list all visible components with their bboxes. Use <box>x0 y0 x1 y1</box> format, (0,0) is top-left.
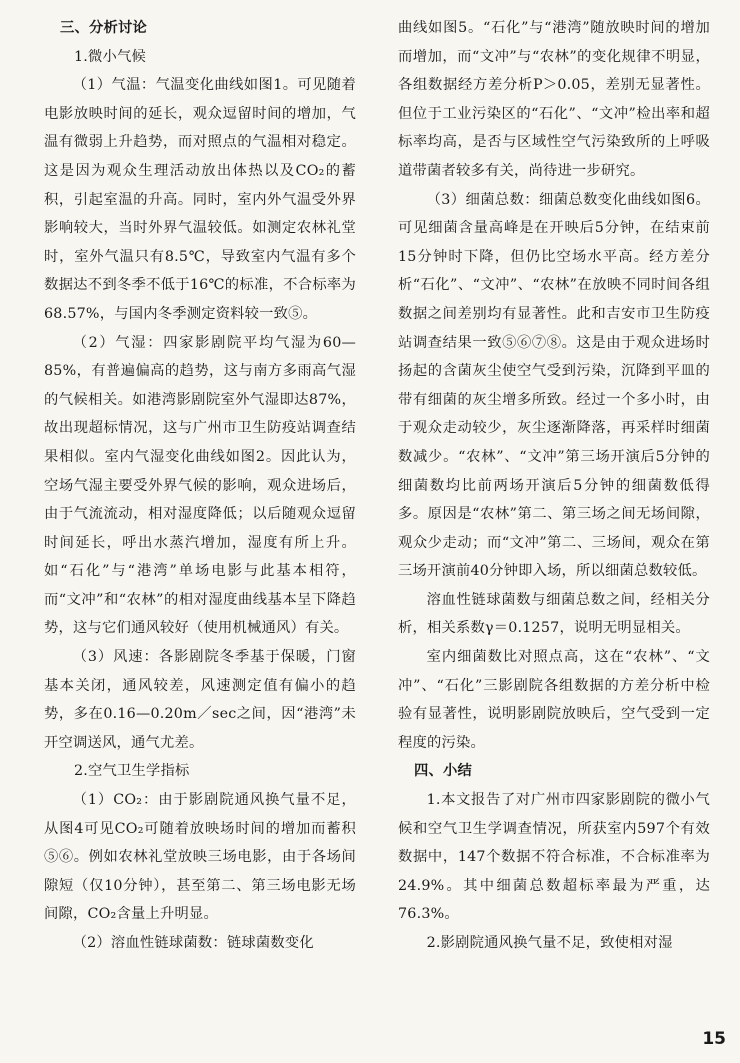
subsection-heading: 1.微小气候 <box>74 48 147 65</box>
paragraph: （2）气湿：四家影剧院平均气湿为60—85%，有普遍偏高的趋势，这与南方多雨高气湿的气候相关。如港湾影剧院室外气湿即达87%，故出现超标情况，这与广州市卫生防疫站调查结果相似。室内气湿变化曲线如图2。因此认为，空场气湿主要受外界气候的影响，观众进场后，由于气流流动，相对湿度降低；以后随观众逗留时间延长，呼出水蒸汽增加，湿度有所上升。如“石化”与“港湾”单场电影与此基本相符，而“文冲”和“农林”的相对湿度曲线基本呈下降趋势，这与它们通风较好（使用机械通风）有关。 <box>44 334 356 637</box>
left-column <box>44 14 356 958</box>
paragraph: （1）CO₂：由于影剧院通风换气量不足，从图4可见CO₂可随着放映场时间的增加而蓄积⑤⑥。例如农林礼堂放映三场电影，由于各场间隙短（仅10分钟），甚至第二、第三场电影无场间隙，CO₂含量上升明显。 <box>44 792 356 923</box>
paragraph: （2）溶血性链球菌数：链球菌数变化 <box>72 935 314 951</box>
paragraph: 曲线如图5。“石化”与“港湾”随放映时间的增加而增加，而“文冲”与“农林”的变化规律不明显，各组数据经方差分析P＞0.05，差别无显著性。但位于工业污染区的“石化”、“文冲”检出率和超标率均高，是否与区域性空气污染致所的上呼吸道带菌者较多有关，尚待进一步研究。 <box>398 20 710 179</box>
paragraph: 2.影剧院通风换气量不足，致使相对湿 <box>426 935 673 951</box>
section-heading: 四、小结 <box>414 763 472 780</box>
paragraph: （3）风速：各影剧院冬季基于保暖，门窗基本关闭，通风较差，风速测定值有偏小的趋势，多在0.16—0.20m／sec之间，因“港湾”未开空调送风，通气尤差。 <box>44 649 356 751</box>
section-heading: 三、分析讨论 <box>60 20 147 36</box>
paragraph: 溶血性链球菌数与细菌总数之间，经相关分析，相关系数γ＝0.1257，说明无明显相关。 <box>398 591 710 637</box>
paragraph: 1.本文报告了对广州市四家影剧院的微小气候和空气卫生学调查情况，所获室内597个有效数据中，147个数据不符合标准，不合标准率为24.9%。其中细菌总数超标率最为严重，达76.3%。 <box>398 792 710 923</box>
page-number: 15 <box>702 1029 726 1049</box>
right-column <box>398 14 710 958</box>
paragraph: （3）细菌总数：细菌总数变化曲线如图6。可见细菌含量高峰是在开映后5分钟，在结束前15分钟时下降，但仍比空场水平高。经方差分析“石化”、“文冲”、“农林”在放映不同时间各组数据之间差别均有显著性。此和吉安市卫生防疫站调查结果一致⑤⑥⑦⑧。这是由于观众进场时扬起的含菌灰尘使空气受到污染，沉降到平皿的带有细菌的灰尘增多所致。经过一个多小时，由于观众走动较少，灰尘逐渐降落，再采样时细菌数减少。“农林”、“文冲”第三场开演后5分钟的细菌数均比前两场开演后5分钟的细菌数低得多。原因是“农林”第二、第三场之间无场间隙，观众少走动；而“文冲”第二、三场间，观众在第三场开演前40分钟即入场，所以细菌总数较低。 <box>398 191 710 580</box>
paragraph: （1）气温：气温变化曲线如图1。可见随着电影放映时间的延长，观众逗留时间的增加，气温有微弱上升趋势，而对照点的气温相对稳定。这是因为观众生理活动放出体热以及CO₂的蓄积，引起室温的升高。同时，室内外气温受外界影响较大，当时外界气温较低。如测定农林礼堂时，室外气温只有8.5℃，导致室内气温有多个数据达不到冬季不低于16℃的标准，不合标率为68.57%，与国内冬季测定资料较一致⑤。 <box>44 77 356 322</box>
subsection-heading: 2.空气卫生学指标 <box>74 763 190 780</box>
paragraph: 室内细菌数比对照点高，这在“农林”、“文冲”、“石化”三影剧院各组数据的方差分析中检验有显著性，说明影剧院放映后，空气受到一定程度的污染。 <box>398 649 710 751</box>
